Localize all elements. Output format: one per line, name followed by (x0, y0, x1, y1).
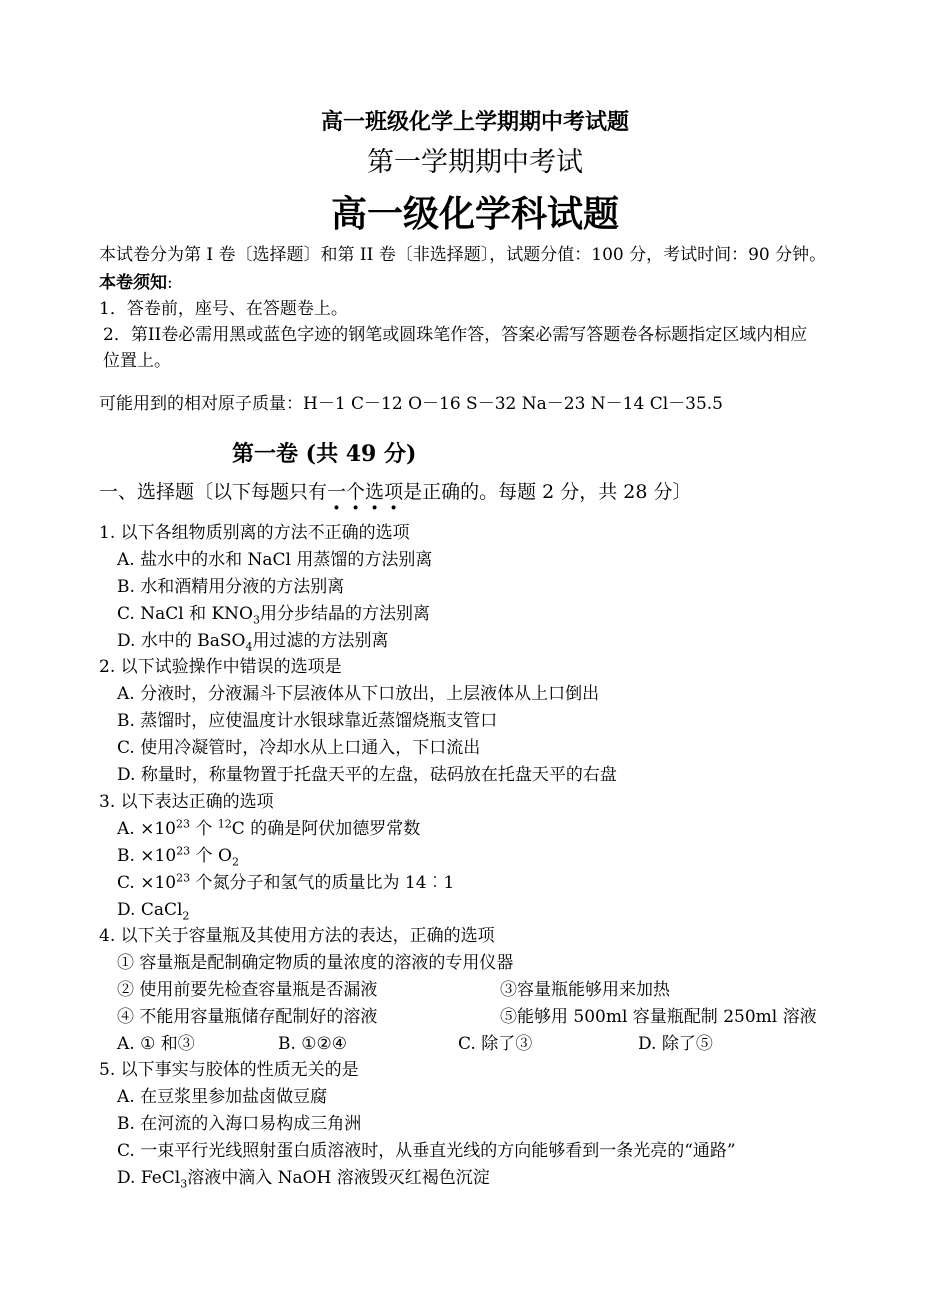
question-3-option-a-mid: 个 (189, 819, 218, 839)
section-instructions (99, 481, 692, 503)
question-1-option-c-text: C. NaCl 和 KNO (117, 604, 253, 624)
question-4-statement-5: ⑤能够用 500ml 容量瓶配制 250ml 溶液 (500, 1007, 817, 1027)
question-4-statement-3: ③容量瓶能够用来加热 (500, 980, 670, 1000)
exam-subtitle: 第一学期期中考试 (367, 147, 583, 178)
question-3-option-a-rest: C 的确是阿伏加德罗常数 (231, 819, 421, 839)
question-2-option-c: C. 使用冷凝管时，冷却水从上口通入，下口流出 (117, 738, 481, 758)
question-1-option-d-sub: 4 (245, 640, 253, 654)
emphasis-char: 个 (346, 481, 366, 503)
exam-main-title: 高一级化学科试题 (330, 194, 619, 235)
question-3-option-a (117, 818, 420, 840)
question-1-option-d-text: D. 水中的 BaSO (117, 631, 246, 651)
question-1-option-d-rest: 用过滤的方法别离 (252, 631, 389, 651)
question-3-option-b-exp: 23 (176, 844, 191, 858)
question-3-option-d-text: D. CaCl (117, 900, 183, 920)
section-instructions-pre: 一、选择题〔以下每题只有 (99, 481, 328, 503)
question-4-option-b: B. ①②④ (278, 1034, 348, 1054)
notice-item-1: 1．答卷前，座号、在答题卷上。 (99, 299, 348, 319)
question-4-option-c: C. 除了③ (458, 1034, 533, 1054)
exam-intro: 本试卷分为第 I 卷〔选择题〕和第 II 卷〔非选择题〕，试题分值：100 分，考试时间：90 分钟。 (99, 245, 827, 265)
notice-heading (99, 272, 173, 294)
section-instructions-emphasis (327, 481, 403, 503)
question-1-option-c-sub: 3 (252, 613, 260, 627)
section-instructions-post: 是正确的。每题 2 分，共 28 分〕 (403, 481, 692, 503)
question-2-stem: 2. 以下试验操作中错误的选项是 (99, 657, 342, 677)
question-4-statement-2: ② 使用前要先检查容量瓶是否漏液 (117, 980, 378, 1000)
document-title: 高一班级化学上学期期中考试题 (320, 109, 629, 135)
question-3-option-d-sub: 2 (182, 909, 190, 923)
question-5-option-c: C. 一束平行光线照射蛋白质溶液时，从垂直光线的方向能够看到一条光亮的“通路” (117, 1141, 736, 1161)
notice-item-2-line1: 2．第II卷必需用黑或蓝色字迹的钢笔或圆珠笔作答，答案必需写答题卷各标题指定区域内相应 (103, 325, 808, 345)
question-3-option-d (117, 899, 189, 921)
question-4-statement-1: ① 容量瓶是配制确定物质的量浓度的溶液的专用仪器 (117, 953, 514, 973)
question-3-option-b (117, 845, 239, 867)
question-1-stem: 1. 以下各组物质别离的方法不正确的选项 (99, 523, 410, 543)
question-5-option-d (117, 1167, 490, 1189)
question-4-statement-4: ④ 不能用容量瓶储存配制好的溶液 (117, 1007, 378, 1027)
question-3-option-a-exp: 23 (175, 817, 190, 831)
question-3-option-c-rest: 个氮分子和氢气的质量比为 14︰1 (190, 873, 455, 893)
question-2-option-a: A. 分液时，分液漏斗下层液体从下口放出，上层液体从上口倒出 (117, 684, 600, 704)
question-4-option-a: A. ① 和③ (117, 1034, 195, 1054)
question-3-option-c-text: C. ×10 (117, 873, 177, 893)
question-4-option-d: D. 除了⑤ (638, 1034, 713, 1054)
emphasis-char: 项 (384, 481, 404, 503)
question-3-option-b-sub: 2 (231, 855, 239, 869)
notice-heading-colon: : (167, 273, 173, 293)
question-3-stem: 3. 以下表达正确的选项 (99, 792, 274, 812)
question-2-option-d: D. 称量时，称量物置于托盘天平的左盘，砝码放在托盘天平的右盘 (117, 765, 617, 785)
question-3-option-b-mid: 个 O (190, 846, 232, 866)
question-5-option-d-sub: 3 (180, 1177, 188, 1191)
question-1-option-a: A. 盐水中的水和 NaCl 用蒸馏的方法别离 (117, 550, 433, 570)
question-3-option-c (117, 872, 454, 894)
question-1-option-b: B. 水和酒精用分液的方法别离 (117, 577, 345, 597)
emphasis-char: 一 (327, 481, 347, 503)
notice-heading-text: 本卷须知 (99, 273, 167, 293)
part1-heading: 第一卷 (共 49 分) (232, 441, 417, 467)
question-3-option-a-isotope: 12 (217, 817, 232, 831)
question-1-option-c (117, 603, 430, 625)
question-5-option-b: B. 在河流的入海口易构成三角洲 (117, 1114, 362, 1134)
question-3-option-a-text: A. ×10 (117, 819, 176, 839)
emphasis-char: 选 (365, 481, 385, 503)
question-3-option-b-text: B. ×10 (117, 846, 177, 866)
atomic-masses: 可能用到的相对原子质量：H－1 C－12 O－16 S－32 Na－23 N－14 Cl－35.5 (99, 394, 723, 414)
question-2-option-b: B. 蒸馏时，应使温度计水银球靠近蒸馏烧瓶支管口 (117, 711, 498, 731)
question-5-stem: 5. 以下事实与胶体的性质无关的是 (99, 1060, 359, 1080)
question-3-option-c-exp: 23 (176, 871, 191, 885)
question-5-option-d-text: D. FeCl (117, 1168, 181, 1188)
question-4-stem: 4. 以下关于容量瓶及其使用方法的表达，正确的选项 (99, 926, 495, 946)
question-1-option-c-rest: 用分步结晶的方法别离 (259, 604, 430, 624)
question-5-option-d-rest: 溶液中滴入 NaOH 溶液毁灭红褐色沉淀 (187, 1168, 490, 1188)
question-1-option-d (117, 630, 388, 652)
question-5-option-a: A. 在豆浆里参加盐卤做豆腐 (117, 1087, 328, 1107)
notice-item-2-line2: 位置上。 (103, 351, 171, 371)
